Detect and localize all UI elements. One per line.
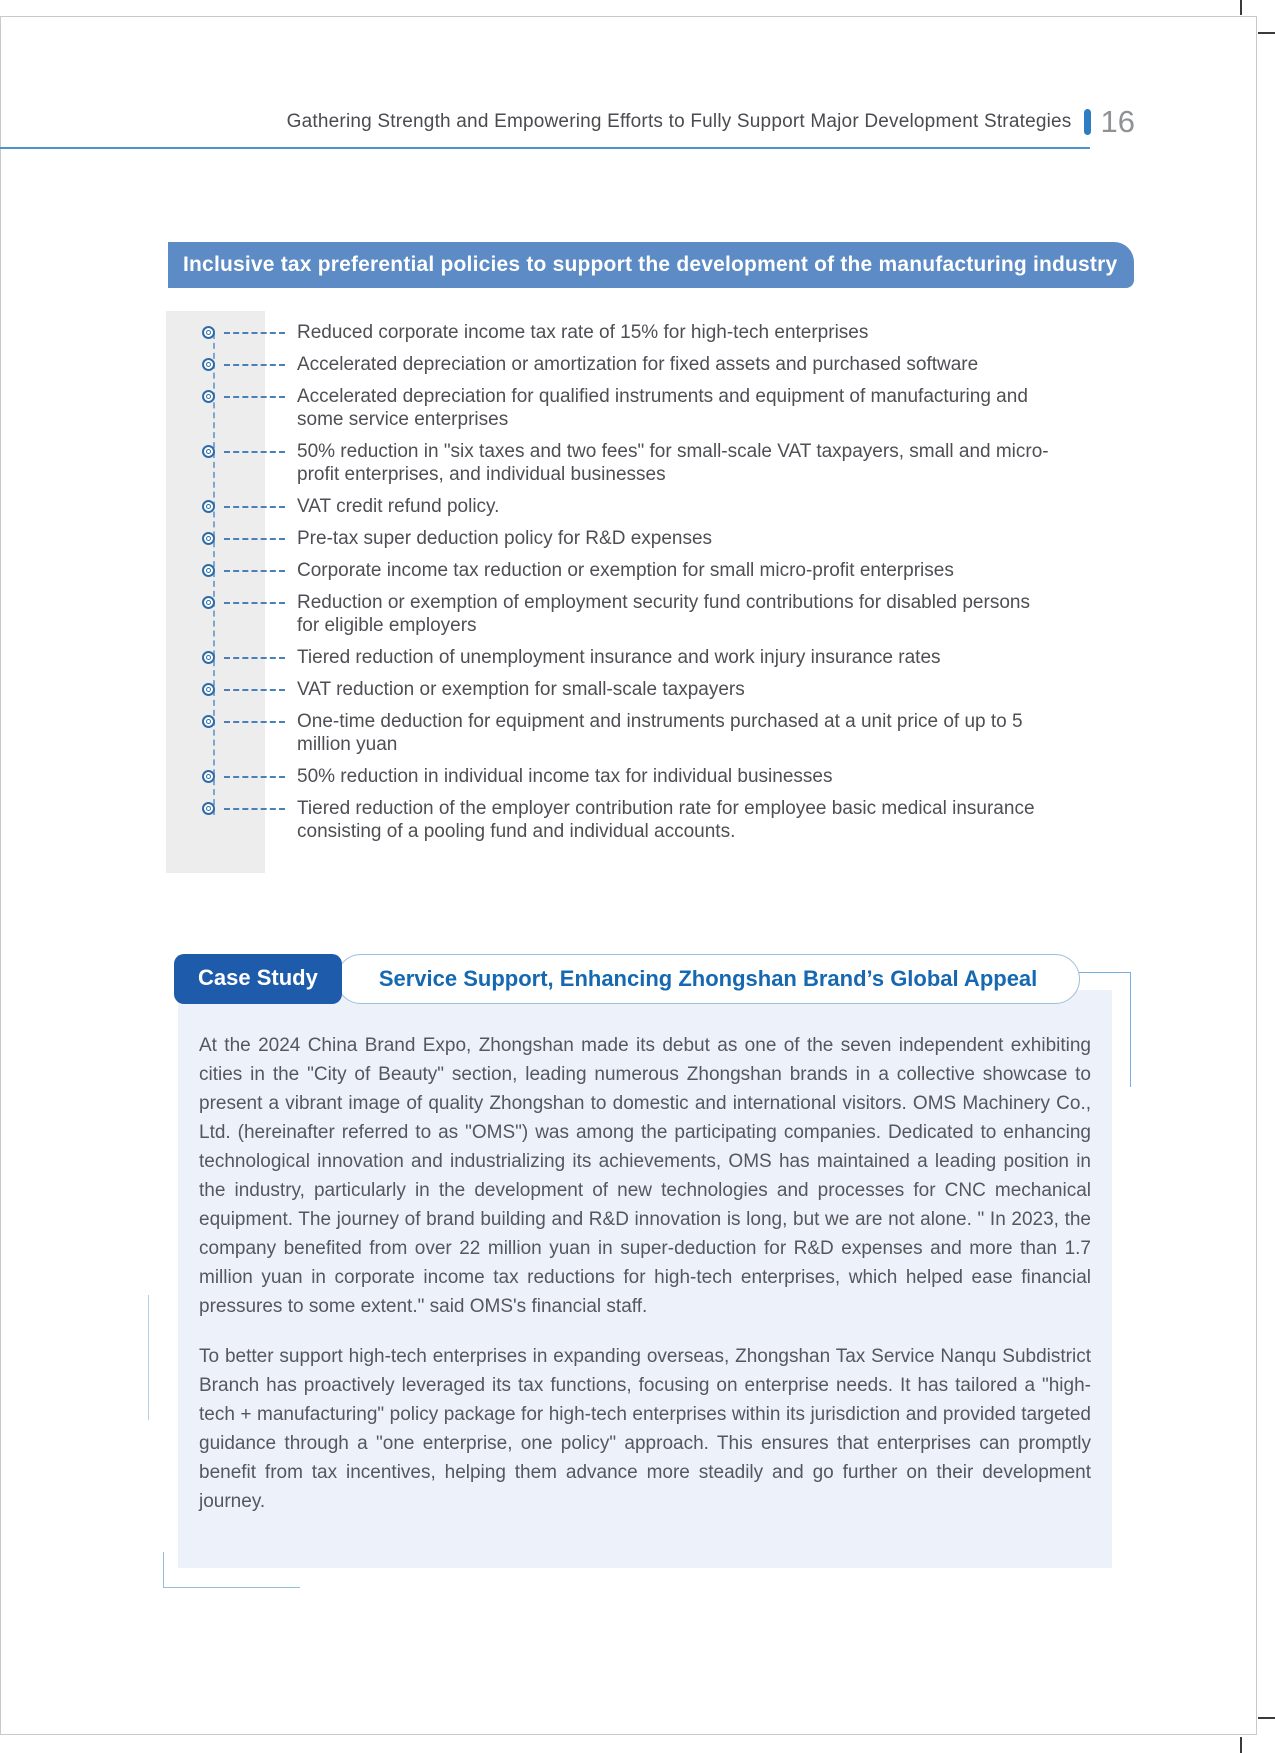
list-item	[202, 527, 1082, 550]
dashed-connector-icon	[224, 776, 285, 778]
bullet-target-icon	[202, 596, 215, 609]
case-study-panel	[178, 990, 1112, 1568]
policy-item-text: 50% reduction in "six taxes and two fees" for small-scale VAT taxpayers, small and micro-profit enterprises, and individual businesses	[297, 441, 1049, 485]
policy-item-text: 50% reduction in individual income tax for individual businesses	[297, 766, 833, 787]
dashed-connector-icon	[224, 721, 285, 723]
bullet-target-icon	[202, 358, 215, 371]
bullet-target-icon	[202, 683, 215, 696]
list-item	[202, 559, 1082, 582]
policy-item-text: Accelerated depreciation or amortization for fixed assets and purchased software	[297, 354, 979, 375]
case-study-header	[174, 954, 1080, 1004]
case-study-title-pill: Service Support, Enhancing Zhongshan Brand’s Global Appeal	[336, 954, 1080, 1004]
crop-mark-top-right-vertical	[1240, 0, 1242, 15]
list-item	[202, 710, 1082, 756]
dashed-connector-icon	[224, 689, 285, 691]
policy-item-text: Reduction or exemption of employment security fund contributions for disabled persons for eligible employers	[297, 592, 1030, 636]
list-item	[202, 440, 1082, 486]
policy-item-text: Pre-tax super deduction policy for R&D expenses	[297, 528, 713, 549]
dashed-connector-icon	[224, 506, 285, 508]
dashed-connector-icon	[224, 364, 285, 366]
list-item	[202, 646, 1082, 669]
bullet-target-icon	[202, 532, 215, 545]
case-study-badge: Case Study	[174, 954, 342, 1004]
list-item	[202, 321, 1082, 344]
dashed-connector-icon	[224, 332, 285, 334]
bullet-target-icon	[202, 500, 215, 513]
header-rule	[0, 147, 1090, 149]
case-study-paragraph: At the 2024 China Brand Expo, Zhongshan made its debut as one of the seven independent exhibiting cities in the "City of Beauty" section, leading numerous Zhongshan brands in a collective showcase to present a vibrant image of quality Zhongshan to domestic and international visitors. OMS Machinery Co., Ltd. (hereinafter referred to as "OMS") was among the participating companies. Dedicated to enhancing technological innovation and industrializing its achievements, OMS has maintained a leading position in the industry, particularly in the development of new technologies and processes for CNC mechanical equipment. The journey of brand building and R&D innovation is long, but we are not alone. " In 2023, the company benefited from over 22 million yuan in super-deduction for R&D expenses and more than 1.7 million yuan in corporate income tax reductions for high-tech enterprises, which helped ease financial pressures to some extent." said OMS's financial staff.	[199, 1035, 1091, 1317]
policy-item-text: Accelerated depreciation for qualified instruments and equipment of manufacturing and some service enterprises	[297, 386, 1028, 430]
dashed-connector-icon	[224, 538, 285, 540]
crop-mark-bottom-right-horizontal	[1258, 1717, 1275, 1719]
bullet-target-icon	[202, 445, 215, 458]
list-item	[202, 678, 1082, 701]
list-item	[202, 495, 1082, 518]
bullet-target-icon	[202, 326, 215, 339]
policy-item-text: Reduced corporate income tax rate of 15% for high-tech enterprises	[297, 322, 869, 343]
policy-item-text: Corporate income tax reduction or exemption for small micro-profit enterprises	[297, 560, 954, 581]
bullet-target-icon	[202, 770, 215, 783]
bullet-target-icon	[202, 390, 215, 403]
bullet-target-icon	[202, 564, 215, 577]
list-item	[202, 797, 1082, 843]
policy-item-text: VAT reduction or exemption for small-scale taxpayers	[297, 679, 745, 700]
page-header	[0, 104, 1135, 140]
case-study-paragraph: To better support high-tech enterprises in expanding overseas, Zhongshan Tax Service Nanqu Subdistrict Branch has proactively leveraged its tax functions, focusing on enterprise needs. It has tailored a "high-tech + manufacturing" policy package for high-tech enterprises within its jurisdiction and provided targeted guidance through a "one enterprise, one policy" approach. This ensures that enterprises can promptly benefit from tax incentives, helping them advance more steadily and go further on their development journey.	[199, 1346, 1091, 1512]
header-title: Gathering Strength and Empowering Efforts to Fully Support Major Development Strategies	[286, 111, 1072, 132]
dashed-connector-icon	[224, 451, 285, 453]
policy-list	[0, 311, 1275, 873]
bullet-target-icon	[202, 651, 215, 664]
bullet-target-icon	[202, 802, 215, 815]
banner-title: Inclusive tax preferential policies to support the development of the manufacturing industry	[183, 253, 1118, 276]
dashed-connector-icon	[224, 570, 285, 572]
bullet-target-icon	[202, 715, 215, 728]
header-divider-bar-icon	[1084, 109, 1091, 135]
policy-item-text: Tiered reduction of the employer contribution rate for employee basic medical insurance consisting of a pooling fund and individual accounts.	[297, 798, 1035, 842]
crop-mark-bottom-right-vertical	[1240, 1737, 1242, 1753]
page-number: 16	[1100, 104, 1135, 139]
policy-item-text: Tiered reduction of unemployment insurance and work injury insurance rates	[297, 647, 941, 668]
dashed-connector-icon	[224, 808, 285, 810]
policy-item-text: One-time deduction for equipment and instruments purchased at a unit price of up to 5 million yuan	[297, 711, 1023, 755]
dashed-connector-icon	[224, 396, 285, 398]
dashed-connector-icon	[224, 602, 285, 604]
list-item	[202, 765, 1082, 788]
list-item	[202, 353, 1082, 376]
crop-mark-top-right-horizontal	[1258, 32, 1275, 34]
policy-item-text: VAT credit refund policy.	[297, 496, 500, 517]
section-banner	[168, 242, 1134, 288]
list-item	[202, 385, 1082, 431]
dashed-connector-icon	[224, 657, 285, 659]
decorative-margin-line	[148, 1295, 149, 1420]
policy-items	[202, 321, 1082, 852]
list-item	[202, 591, 1082, 637]
